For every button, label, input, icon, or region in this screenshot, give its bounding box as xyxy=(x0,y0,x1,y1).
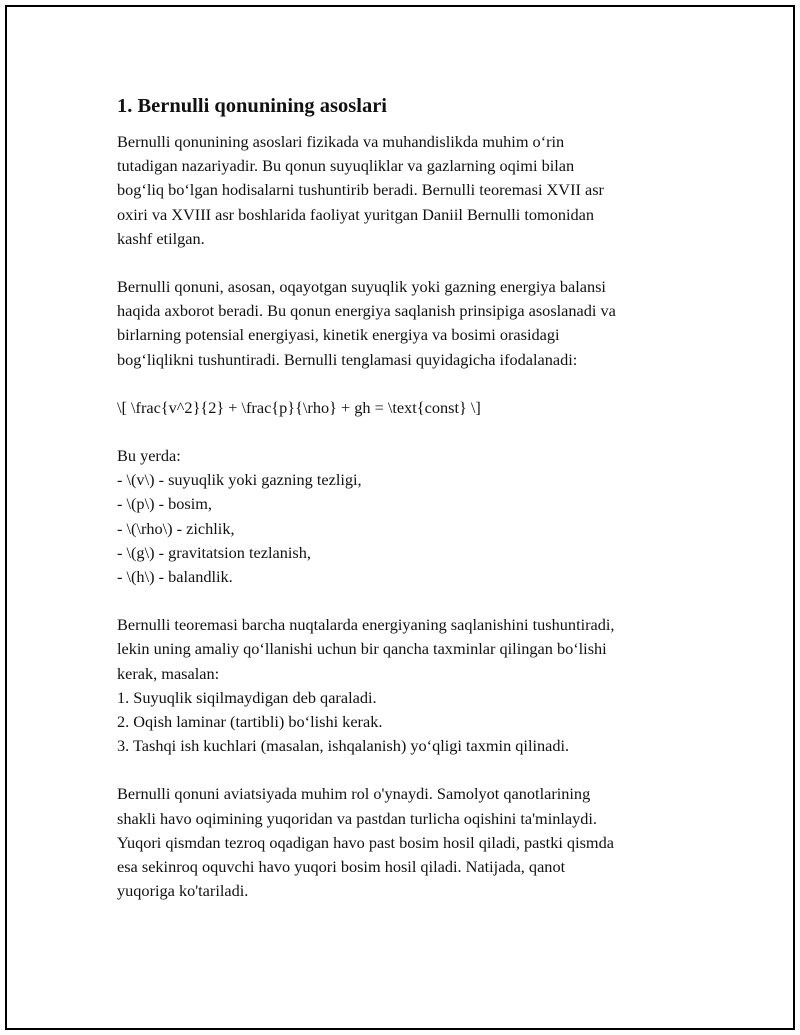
text-line: kerak, masalan: xyxy=(117,663,220,683)
variables-list xyxy=(117,444,687,589)
text-line: birlarning potensial energiyasi, kinetik energiya va bosimi orasidagi xyxy=(117,325,560,345)
section-heading: 1. Bernulli qonunining asoslari xyxy=(117,95,388,117)
equation-paragraph xyxy=(117,396,687,420)
aviation-paragraph xyxy=(117,782,687,903)
text-line: oxiri va XVIII asr boshlarida faoliyat yuritgan Daniil Bernulli tomonidan xyxy=(117,204,595,224)
text-line: bog‘liq bo‘lgan hodisalarni tushuntirib beradi. Bernulli teoremasi XVII asr xyxy=(117,180,604,200)
list-item: - \(\rho\) - zichlik, xyxy=(117,518,235,538)
text-line: Bernulli qonunining asoslari fizikada va muhandislikda muhim o‘rin xyxy=(117,132,565,151)
energy-balance-paragraph xyxy=(117,275,687,372)
text-line: Yuqori qismdan tezroq oqadigan havo past bosim hosil qiladi, pastki qismda xyxy=(117,832,614,852)
text-line: esa sekinroq oquvchi havo yuqori bosim hosil qiladi. Natijada, qanot xyxy=(117,857,566,877)
text-line: lekin uning amaliy qo‘llanishi uchun bir qancha taxminlar qilingan bo‘lishi xyxy=(117,639,607,659)
text-line: yuqoriga ko'tariladi. xyxy=(117,881,249,901)
text-line: shakli havo oqimining yuqoridan va pastdan turlicha oqishini ta'minlaydi. xyxy=(117,808,597,828)
text-line: Bernulli qonuni aviatsiyada muhim rol o'ynaydi. Samolyot qanotlarining xyxy=(117,784,591,804)
text-line: Bernulli qonuni, asosan, oqayotgan suyuqlik yoki gazning energiya balansi xyxy=(117,277,606,297)
assumptions-paragraph xyxy=(117,613,687,758)
list-item: - \(p\) - bosim, xyxy=(117,494,212,514)
text-line: kashf etilgan. xyxy=(117,228,205,248)
list-item: - \(h\) - balandlik. xyxy=(117,567,233,587)
text-line: tutadigan nazariyadir. Bu qonun suyuqliklar va gazlarning oqimi bilan xyxy=(117,156,575,176)
list-intro: Bu yerda: xyxy=(117,446,181,466)
document-body xyxy=(117,92,687,927)
text-line: Bernulli teoremasi barcha nuqtalarda energiyaning saqlanishini tushuntiradi, xyxy=(117,615,615,635)
list-item: - \(v\) - suyuqlik yoki gazning tezligi, xyxy=(117,470,362,490)
bernoulli-equation: \[ \frac{v^2}{2} + \frac{p}{\rho} + gh = \text{const} \] xyxy=(117,397,481,417)
list-item: 1. Suyuqlik siqilmaydigan deb qaraladi. xyxy=(117,687,377,707)
list-item: 3. Tashqi ish kuchlari (masalan, ishqalanish) yo‘qligi taxmin qilinadi. xyxy=(117,736,570,756)
list-item: 2. Oqish laminar (tartibli) bo‘lishi kerak. xyxy=(117,712,383,732)
list-item: - \(g\) - gravitatsion tezlanish, xyxy=(117,542,311,562)
intro-paragraph xyxy=(117,130,687,251)
text-line: bog‘liqlikni tushuntiradi. Bernulli tenglamasi quyidagicha ifodalanadi: xyxy=(117,349,578,369)
text-line: haqida axborot beradi. Bu qonun energiya saqlanish prinsipiga asoslanadi va xyxy=(117,301,616,321)
